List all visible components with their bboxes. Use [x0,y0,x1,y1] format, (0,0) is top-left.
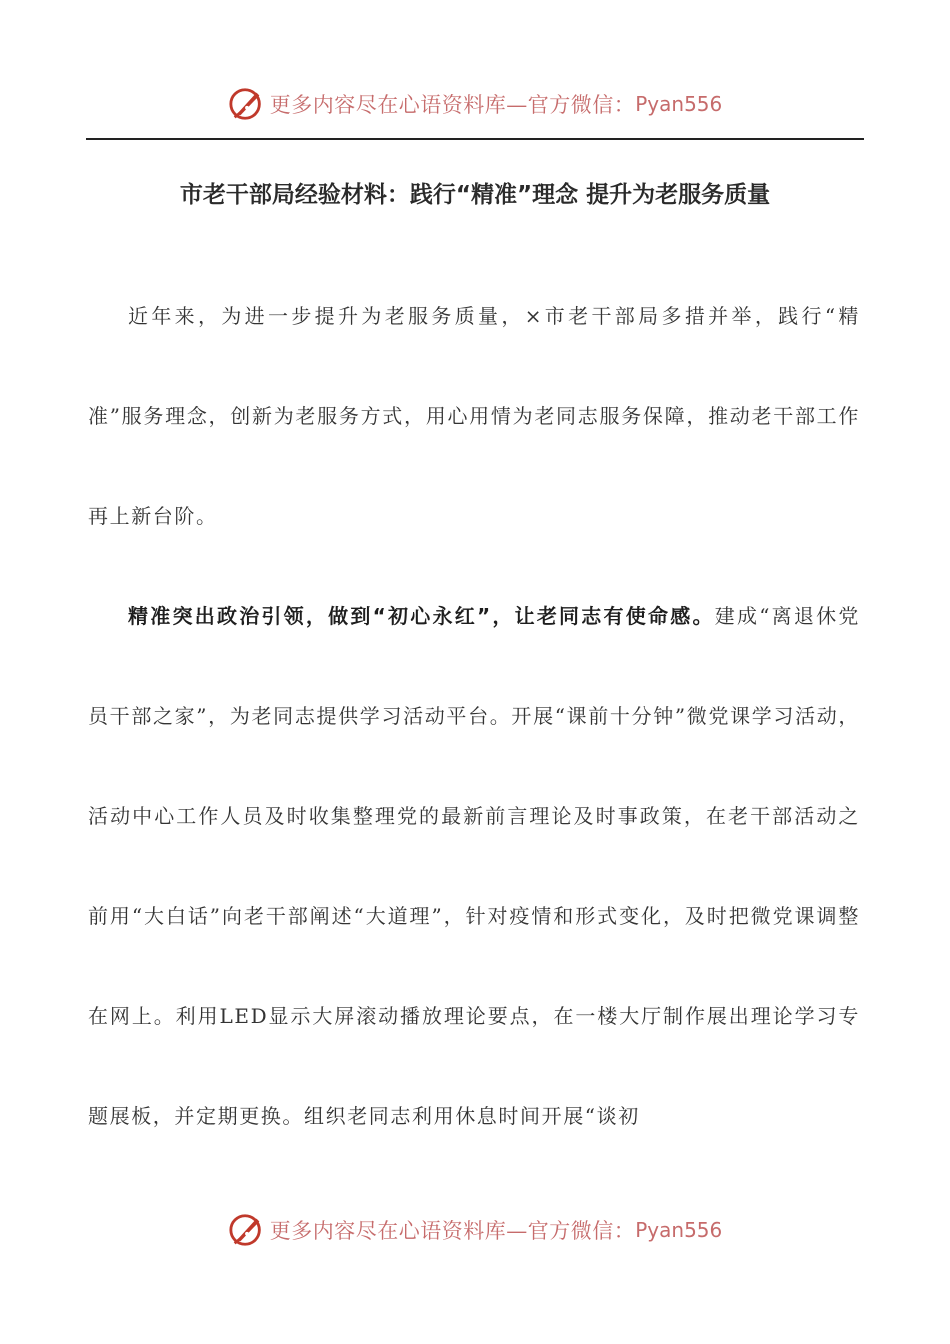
banner-wechat-id: Pyan556 [635,92,723,116]
paragraph-political-guidance-text: 建成“离退休党员干部之家”，为老同志提供学习活动平台。开展“课前十分钟”微党课学习活动，活动中心工作人员及时收集整理党的最新前言理论及时事政策，在老干部活动之前用“大白话”向老干部阐述“大道理”，针对疫情和形式变化，及时把微党课调整在网上。利用LED显示大屏滚动播放理论要点，在一楼大厅制作展出理论学习专题展板，并定期更换。组织老同志利用休息时间开展“谈初 [88,604,860,1128]
document-body [88,266,860,1166]
quill-logo-icon [228,85,266,123]
quill-logo-icon [228,1211,266,1249]
banner-text: 更多内容尽在心语资料库—官方微信： [269,93,636,117]
document-title: 市老干部局经验材料：践行“精准”理念 提升为老服务质量 [179,182,771,208]
header-divider [86,138,864,140]
paragraph-political-guidance [88,566,860,1166]
paragraph-intro [88,266,860,566]
header-banner [0,84,950,124]
footer-banner [0,1210,950,1250]
banner-wechat-id: Pyan556 [635,1218,723,1242]
paragraph-lead-heading: 精准突出政治引领，做到“初心永红”，让老同志有使命感。 [128,604,715,628]
paragraph-intro-text: 近年来，为进一步提升为老服务质量，×市老干部局多措并举，践行“精准”服务理念，创新为老服务方式，用心用情为老同志服务保障，推动老干部工作再上新台阶。 [88,304,860,528]
banner-text: 更多内容尽在心语资料库—官方微信： [269,1219,636,1243]
